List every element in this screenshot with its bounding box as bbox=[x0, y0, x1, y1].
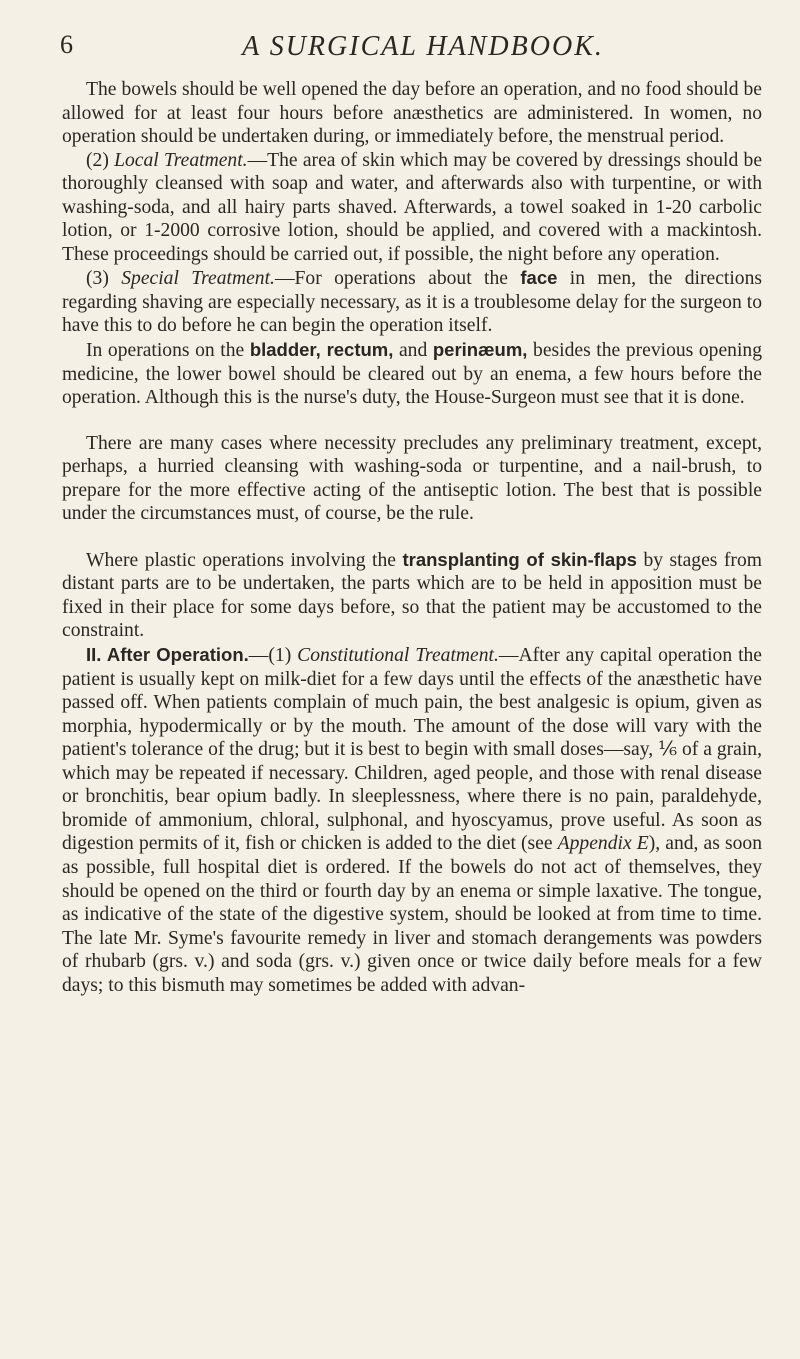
paragraph-text: besides the previous opening medicine, the lower bowel should be cleared out by an enema, a few hours before the operation. Although this is the nurse's duty, the House-Surgeon must see that it is done. bbox=[62, 340, 763, 409]
paragraph-text: —After any capital operation the patient is usually kept on milk-diet for a few days until the effects of the anæsthetic have passed off. When patients complain of much pain, the best analgesic is opium, given as morphia, hypodermically or by the mouth. The amount of the dose will vary with the patient's tolerance of the drug; but it is best to begin with small doses—say, ⅙ of a grain, which may be repeated if necessary. Children, aged people, and those with renal disease or bronchitis, bear opium badly. In sleeplessness, where there is no pain, paraldehyde, bromide of ammonium, chloral, sulphonal, and hyoscyamus, prove useful. As soon as digestion permits of it, fish or chicken is added to the diet (see bbox=[62, 645, 763, 855]
book-title: A SURGICAL HANDBOOK. bbox=[242, 31, 604, 62]
paragraph-preparation-bowels: The bowels should be well opened the day before an operation, and no food should be allowed for at least four hours before anæsthetics are administered. In women, no operation should be undertaken during, or immediately before, the menstrual period. bbox=[62, 79, 762, 148]
paragraph-bladder-rectum bbox=[62, 338, 762, 410]
section-number: (2) bbox=[86, 149, 115, 171]
paragraph-text: —(1) bbox=[248, 645, 298, 667]
paragraph-plastic-operations bbox=[62, 548, 762, 643]
paragraph-text: and bbox=[393, 340, 433, 362]
paragraph-text: in men, the directions regarding shaving are especially necessary, as it is a troublesome delay for the surgeon to have this to do before he can begin the operation itself. bbox=[62, 268, 763, 337]
bold-term-bladder-rectum: bladder, rectum, bbox=[249, 339, 394, 361]
bold-term-transplanting: transplanting of skin-flaps bbox=[402, 548, 637, 570]
paragraph-preliminary-treatment: There are many cases where necessity precludes any preliminary treatment, except, perhaps, a hurried cleansing with washing-soda or turpentine, and a nail-brush, to prepare for the more effective acting of the antiseptic lotion. The best that is possible under the circumstances must, of course, be the rule. bbox=[62, 432, 762, 525]
page-number: 6 bbox=[60, 30, 73, 59]
paragraph-local-treatment bbox=[62, 149, 762, 267]
section-number: (3) bbox=[86, 268, 122, 290]
section-heading-after-operation: II. After Operation. bbox=[86, 644, 249, 666]
paragraph-text: In operations on the bbox=[86, 340, 250, 362]
section-heading-local-treatment: Local Treatment. bbox=[114, 149, 248, 171]
bold-term-perinaeum: perinæum, bbox=[432, 339, 528, 361]
paragraph-after-operation bbox=[62, 643, 762, 997]
paragraph-text: Where plastic operations involving the bbox=[86, 549, 403, 571]
section-heading-special-treatment: Special Treatment. bbox=[121, 268, 275, 290]
running-head bbox=[56, 30, 760, 70]
body-text bbox=[62, 78, 762, 997]
subheading-constitutional-treatment: Constitutional Treatment. bbox=[297, 645, 499, 667]
paragraph-text: —The area of skin which may be covered by dressings should be thoroughly cleansed with soap and water, and afterwards also with turpentine, or with washing-soda, and all hairy parts shaved. Afterwards, a towel soaked in 1-20 carbolic lotion, or 1-2000 corrosive lotion, should be applied, and covered with a mackintosh. These proceedings should be carried out, if possible, the night before any operation. bbox=[62, 149, 763, 265]
bold-term-face: face bbox=[520, 267, 558, 289]
paragraph-special-treatment bbox=[62, 266, 762, 338]
paragraph-text: ), and, as soon as possible, full hospital diet is ordered. If the bowels do not act of themselves, they should be opened on the third or fourth day by an enema or simple laxative. The tongue, as indicative of the state of the digestive system, should be looked at from time to time. The late Mr. Syme's favourite remedy in liver and stomach derangements was powders of rhubarb (grs. v.) and soda (grs. v.) given once or twice daily before meals for a few days; to this bismuth may sometimes be added with advan- bbox=[62, 833, 762, 996]
appendix-reference: Appendix E bbox=[557, 833, 649, 855]
paragraph-text: by stages from distant parts are to be undertaken, the parts which are to be held in apposition must be fixed in their place for some days before, so that the patient may be accustomed to the constraint. bbox=[62, 549, 762, 642]
paragraph-text: —For operations about the bbox=[274, 268, 521, 290]
